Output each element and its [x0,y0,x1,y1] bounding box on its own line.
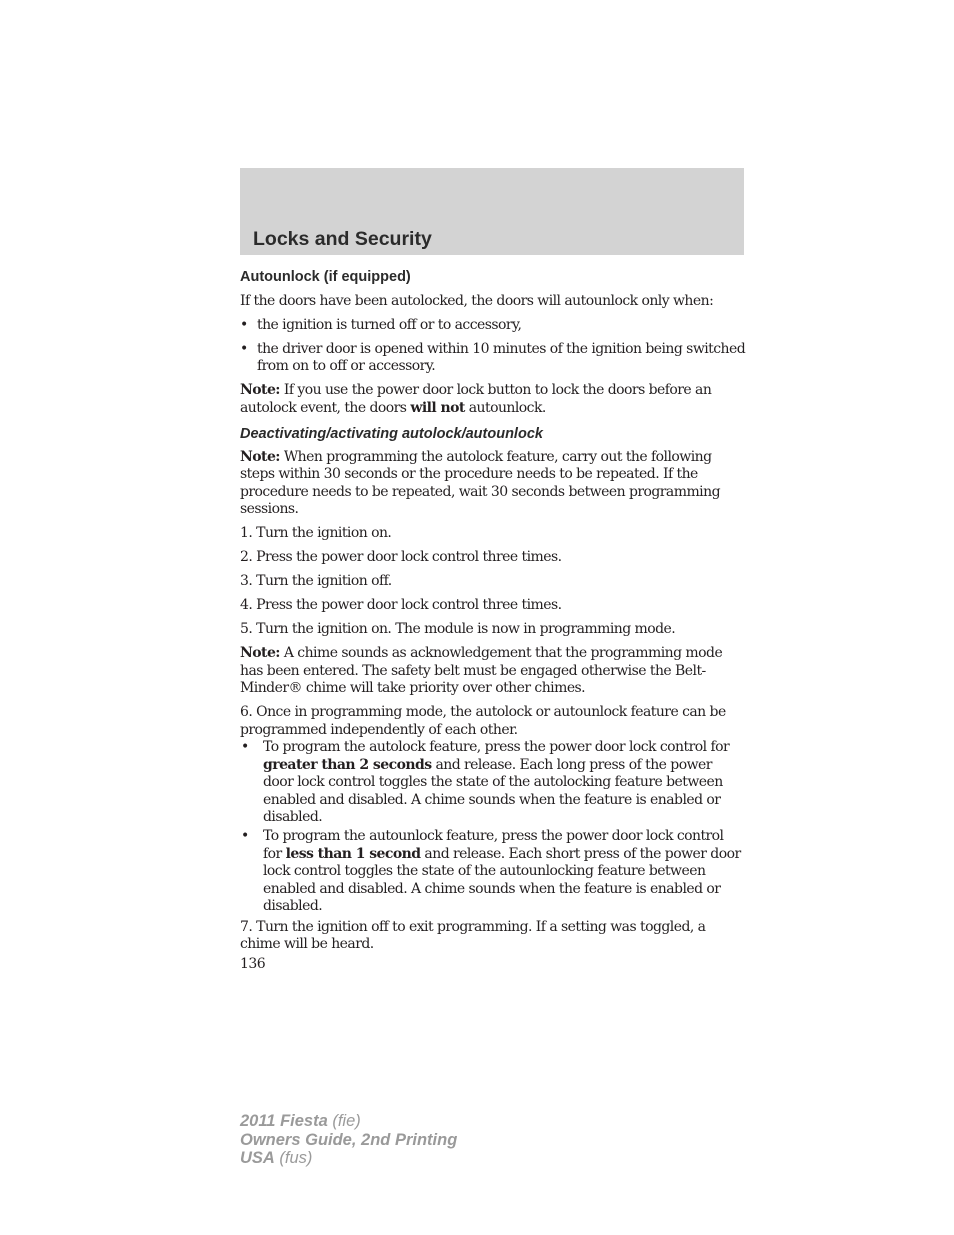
list-item-text: To program the autounlock feature, press the power door lock control for [263,828,724,862]
autounlock-conditions-list [240,317,746,376]
footer-market: USA [240,1149,275,1167]
deactivating-heading: Deactivating/activating autolock/autounlock [240,426,543,442]
step-1: 1. Turn the ignition on. [240,525,392,541]
page-number: 136 [240,955,266,972]
section-title: Locks and Security [253,228,432,250]
step-4: 4. Press the power door lock control three times. [240,597,562,613]
list-item [240,828,746,916]
list-item: • the driver door is opened within 10 minutes of the ignition being switched from on to off or accessory. [240,341,746,376]
footer-line-1 [240,1112,457,1131]
list-item-text: and release. Each long press of the power door lock control toggles the state of the autolocking feature between enabled and disabled. A chime sounds when the feature is enabled or disabled. [263,756,723,825]
chime-note [240,645,746,698]
note-text: A chime sounds as acknowledgement that the programming mode has been entered. The safety belt must be engaged otherwise the Belt-Minder® chime will take priority over other chimes. [240,645,723,696]
note-text: autounlock. [464,399,546,416]
step-6: 6. Once in programming mode, the autolock or autounlock feature can be programmed independently of each other. [240,704,726,738]
list-item-emphasis: less than 1 second [285,845,421,862]
note-label: Note: [240,645,280,661]
programming-options-list [240,739,746,916]
footer-model: 2011 Fiesta [240,1112,328,1130]
note-text: If you use the power door lock button to lock the doors before an autolock event, the doors [240,382,712,416]
list-item [240,739,746,827]
document-footer [240,1112,457,1168]
list-item-text: and release. Each short press of the power door lock control toggles the state of the autounlocking feature between enabled and disabled. A chime sounds when the feature is enabled or disabled. [263,845,741,914]
step-5: 5. Turn the ignition on. The module is now in programming mode. [240,621,676,637]
footer-model-code: (fie) [327,1112,361,1130]
step-3: 3. Turn the ignition off. [240,573,392,589]
step-2: 2. Press the power door lock control three times. [240,549,562,565]
autounlock-heading: Autounlock (if equipped) [240,269,411,285]
note-label: Note: [240,382,280,398]
note-label: Note: [240,448,280,465]
list-item-text: To program the autolock feature, press the power door lock control for [263,739,730,755]
note-emphasis: will not [410,399,465,416]
section-header-band [240,168,744,255]
list-item: • the ignition is turned off or to accessory, [240,317,746,335]
footer-line-3 [240,1149,457,1168]
page-content [240,266,746,973]
list-item-emphasis: greater than 2 seconds [263,756,432,773]
autounlock-intro: If the doors have been autolocked, the doors will autounlock only when: [240,292,714,309]
autounlock-note [240,382,746,417]
footer-market-code: (fus) [274,1149,313,1167]
programming-note [240,449,746,519]
step-7: 7. Turn the ignition off to exit programming. If a setting was toggled, a chime will be heard. [240,918,706,952]
note-text: When programming the autolock feature, carry out the following steps within 30 seconds or the procedure needs to be repeated. If the procedure needs to be repeated, wait 30 seconds between programming sessions. [240,448,720,517]
footer-line-2: Owners Guide, 2nd Printing [240,1130,458,1149]
